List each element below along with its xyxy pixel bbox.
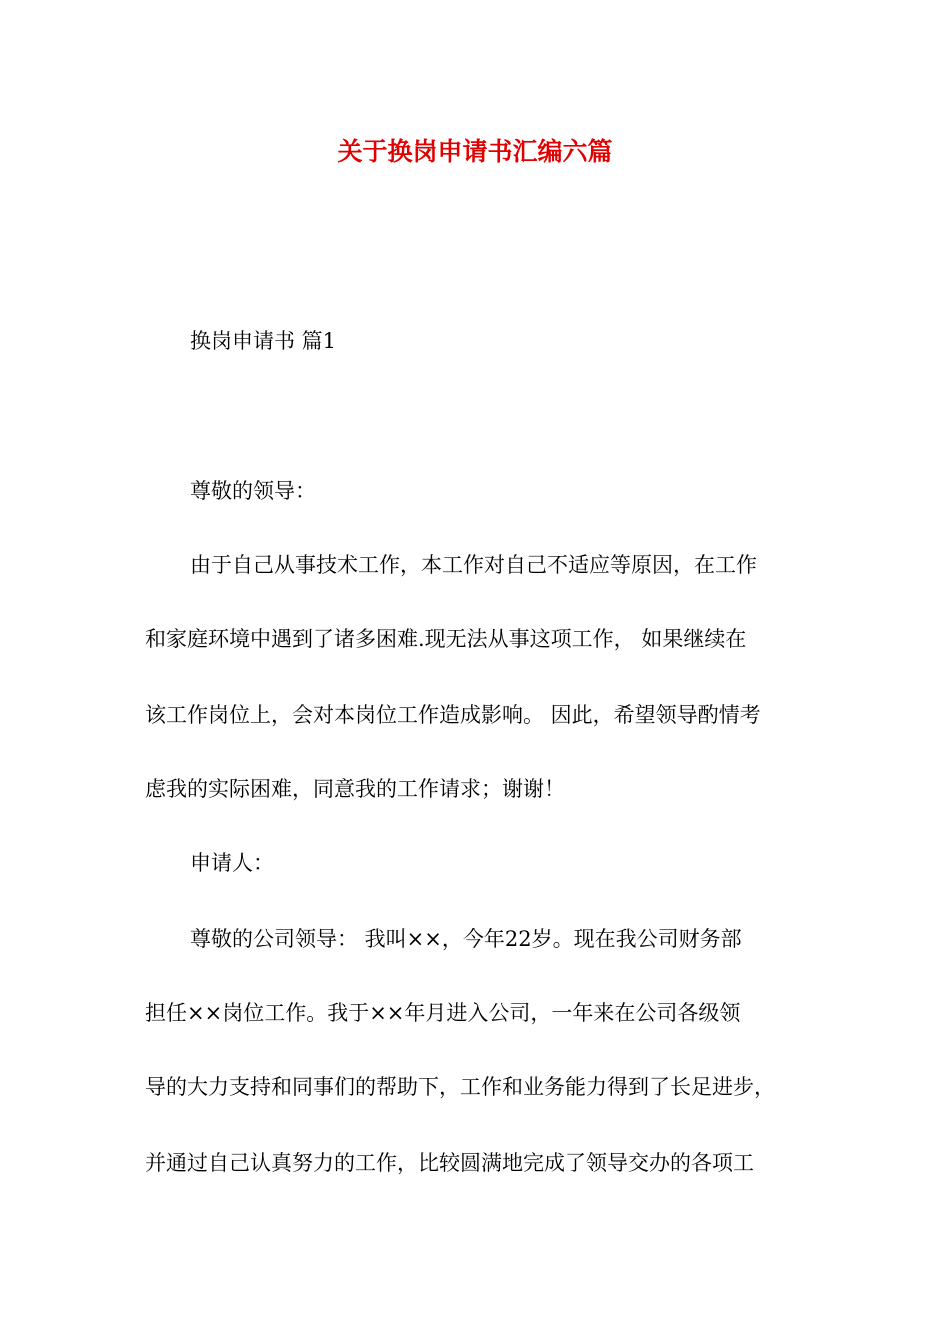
body-line-4: 虑我的实际困难，同意我的工作请求；谢谢！ [145,777,565,801]
body-line-5: 尊敬的公司领导： 我叫××，今年22岁。现在我公司财务部 [190,927,742,951]
salutation: 尊敬的领导： [190,479,316,503]
body-line-8: 并通过自己认真努力的工作，比较圆满地完成了领导交办的各项工 [145,1151,754,1175]
body-line-2: 和家庭环境中遇到了诸多困难.现无法从事这项工作， 如果继续在 [145,627,747,651]
body-line-7: 导的大力支持和同事们的帮助下，工作和业务能力得到了长足进步， [145,1075,775,1099]
body-line-6: 担任××岗位工作。我于××年月进入公司，一年来在公司各级领 [145,1001,741,1025]
body-line-1: 由于自己从事技术工作，本工作对自己不适应等原因，在工作 [190,553,757,577]
document-title: 关于换岗申请书汇编六篇 [337,137,613,166]
applicant-label: 申请人： [190,851,274,875]
body-line-3: 该工作岗位上，会对本岗位工作造成影响。 因此，希望领导酌情考 [145,703,761,727]
section-heading: 换岗申请书 篇1 [190,329,337,353]
